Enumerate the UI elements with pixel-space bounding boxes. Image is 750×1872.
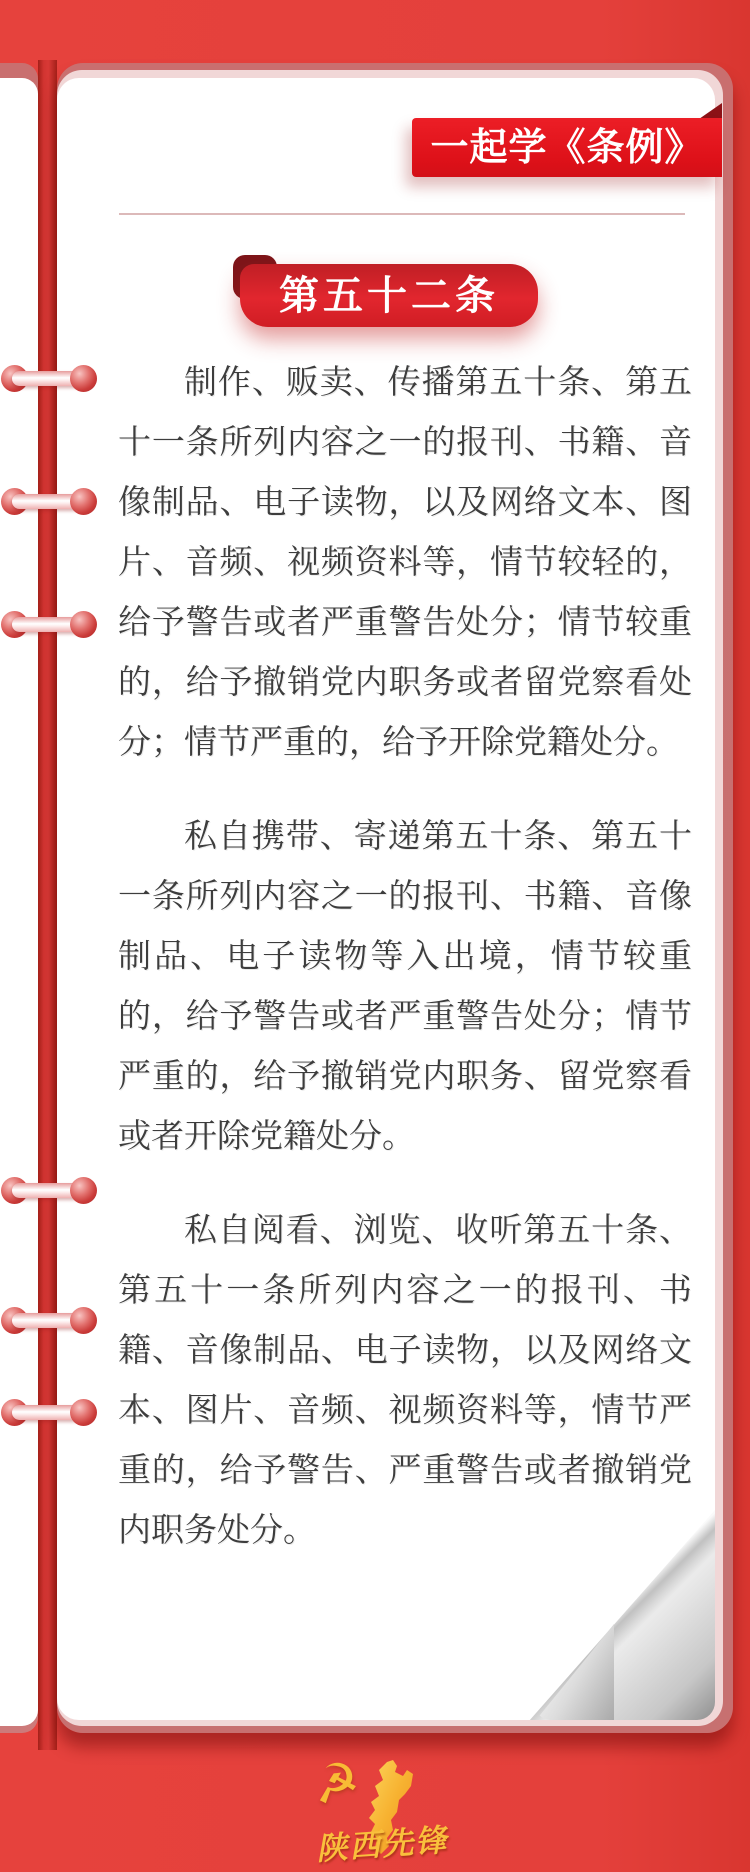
binder-ring bbox=[1, 1397, 97, 1427]
page-curl bbox=[528, 1508, 715, 1720]
article-paragraph: 私自携带、寄递第五十条、第五十一条所列内容之一的报刊、书籍、音像制品、电子读物等入出境，情节较重的，给予警告或者严重警告处分；情节严重的，给予撤销党内职务、留党察看或者开除党籍处分。 bbox=[118, 817, 692, 1154]
binder-ring bbox=[1, 609, 97, 639]
article-paragraph: 私自阅看、浏览、收听第五十条、第五十一条所列内容之一的报刊、书籍、音像制品、电子读物，以及网络文本、图片、音频、视频资料等，情节严重的，给予警告、严重警告或者撤销党内职务处分。 bbox=[118, 1211, 692, 1548]
ring-ball-icon bbox=[70, 488, 97, 515]
ring-ball-icon bbox=[70, 1307, 97, 1334]
series-banner-label: 一起学《条例》 bbox=[430, 126, 704, 169]
footer-logo bbox=[295, 1752, 505, 1870]
article-paragraph: 制作、贩卖、传播第五十条、第五十一条所列内容之一的报刊、书籍、音像制品、电子读物，以及网络文本、图片、音频、视频资料等，情节较轻的，给予警告或者严重警告处分；情节较重的，给予撤销党内职务或者留党察看处分；情节严重的，给予开除党籍处分。 bbox=[118, 363, 692, 760]
binder-ring bbox=[1, 486, 97, 516]
left-page bbox=[0, 78, 38, 1726]
page-curl-crease bbox=[528, 1508, 715, 1720]
ring-ball-icon bbox=[70, 611, 97, 638]
series-banner bbox=[412, 118, 722, 177]
binder-ring bbox=[1, 363, 97, 393]
hammer-sickle-icon: ☭ bbox=[308, 1751, 365, 1817]
article-badge bbox=[240, 264, 538, 327]
spine-gap bbox=[38, 60, 57, 1750]
binder-ring bbox=[1, 1175, 97, 1205]
binder-ring bbox=[1, 1305, 97, 1335]
article-badge-wrap bbox=[240, 264, 538, 327]
ring-ball-icon bbox=[70, 1399, 97, 1426]
article-badge-label: 第五十二条 bbox=[279, 273, 499, 318]
ring-ball-icon bbox=[70, 1177, 97, 1204]
article-body bbox=[118, 352, 692, 1594]
header-divider bbox=[119, 213, 685, 215]
ring-ball-icon bbox=[70, 365, 97, 392]
footer-logo-text: 陕西先锋 bbox=[315, 1822, 450, 1867]
